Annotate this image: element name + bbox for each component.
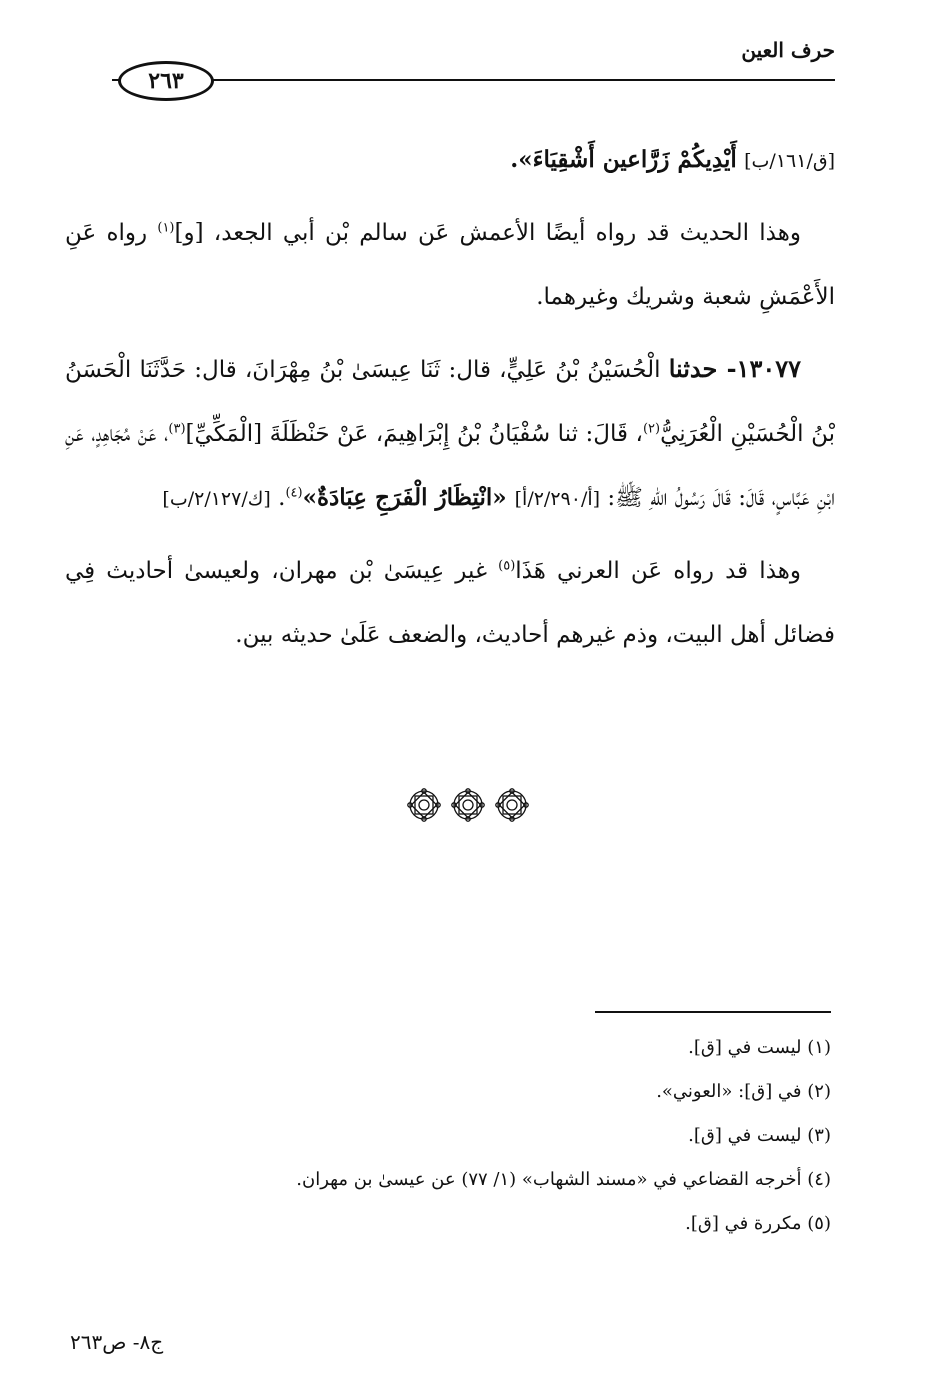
paragraph-text: غير عِيسَىٰ بْن مهران، ولعيسىٰ أحاديث فِي فضائل أهل البيت، وذم غيرهم أحاديث، والضعف عَلَىٰ حديثه بين. [65, 558, 835, 648]
rosette-ornament-icon [451, 788, 485, 822]
footnote-4: (٤) أخرجه القضاعي في «مسند الشهاب» (١/ ٧٧) عن عيسىٰ بن مهران. [296, 1169, 831, 1190]
isnad-text: الْحُسَيْنُ بْنُ عَلِيٍّ، قال: ثَنَا عِيسَىٰ بْنُ مِهْرَانَ، قال: حَدَّثَنَا الْحَسَنُ بْنُ الْحُسَيْنِ الْعُرَنِيُّ [65, 357, 836, 447]
footnote-marker[interactable]: (٥) [498, 558, 516, 574]
main-text [65, 128, 835, 667]
hadith-number: ١٣٠٧٧- [726, 354, 801, 383]
section-divider [0, 788, 935, 822]
footnote-marker[interactable]: (٢) [642, 421, 661, 437]
header-rule [112, 79, 835, 81]
footnote-marker[interactable]: (٣) [168, 421, 186, 437]
manuscript-ref: [ق/١٦١/ب] [744, 150, 835, 172]
footnote-2: (٢) في [ق]: «العوني». [656, 1081, 831, 1102]
volume-page-marker: ج٨- ص٢٦٣ [70, 1330, 164, 1354]
manuscript-ref: [أ/٢/٢٩٠/أ] [514, 488, 601, 510]
footnote-5: (٥) مكررة في [ق]. [685, 1213, 831, 1234]
hadith-paragraph [65, 337, 835, 531]
footnote-separator [595, 1011, 831, 1013]
paragraph-text: وهذا الحديث قد رواه أيضًا الأعمش عَن سالم بْن أبي الجعد، [و] [174, 220, 801, 246]
footnotes [131, 1026, 831, 1246]
isnad-text: ، قَالَ: ثنا سُفْيَانُ بْنُ إِبْرَاهِيمَ، عَنْ حَنْظَلَةَ [الْمَكِّيِّ] [185, 421, 643, 447]
footnote-marker[interactable]: (١) [157, 220, 175, 236]
footnote-3: (٣) ليست في [ق]. [688, 1125, 831, 1146]
paragraph-text: وهذا قد رواه عَن العرني هَذَا [515, 558, 802, 584]
rosette-ornament-icon [495, 788, 529, 822]
paragraph-2 [65, 201, 835, 329]
quote-text: أَيْدِيكُمْ زَرَّاعين أَشْقِيَاءَ». [510, 146, 737, 173]
hadith-matn: «انْتِظَارُ الْفَرَجِ عِبَادَةٌ» [302, 484, 515, 511]
footnote-1: (١) ليست في [ق]. [688, 1037, 831, 1058]
rosette-ornament-icon [407, 788, 441, 822]
hadith-lead: حدثنا [668, 354, 727, 383]
isnad-text: ، عَنْ مُجَاهِدٍ، عَنِ ابْنِ عَبَّاسٍ، قَالَ: قَالَ رَسُولُ اللهِ ﷺ: [65, 421, 835, 511]
footnote-marker[interactable]: (٤) [285, 485, 303, 501]
manuscript-ref: [ك/٢/١٢٧/ب] [162, 488, 271, 510]
paragraph-1 [65, 128, 835, 193]
punctuation: . [270, 485, 286, 511]
chapter-title: حرف العين [741, 38, 835, 62]
paragraph-text: رواه عَنِ الأَعْمَشِ شعبة وشريك وغيرهما. [65, 220, 835, 310]
page-number: ٢٦٣ [148, 68, 184, 94]
paragraph-4 [65, 539, 835, 667]
page-number-badge [118, 61, 214, 101]
